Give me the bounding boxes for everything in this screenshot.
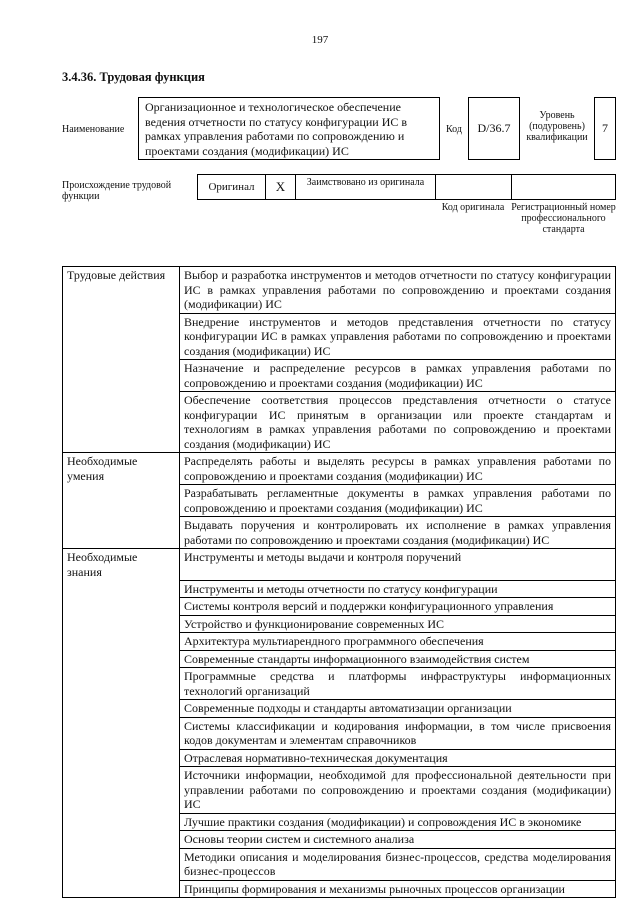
required-knowledge-item: Инструменты и методы выдачи и контроля поручений — [180, 549, 616, 581]
required-skills-item: Выдавать поручения и контролировать их исполнение в рамках управления работами по сопровождению и проектами создания (модификации) ИС — [180, 517, 616, 549]
required-skills-category — [63, 517, 180, 549]
labor-actions-category — [63, 392, 180, 453]
original-cell: Оригинал — [197, 174, 265, 200]
original-mark-cell: X — [265, 174, 295, 200]
table-row — [63, 668, 616, 700]
required-knowledge-item: Основы теории систем и системного анализа — [180, 831, 616, 849]
reg-number-label: Регистрационный номер профессионального стандарта — [511, 202, 616, 235]
table-row — [63, 717, 616, 749]
required-knowledge-item: Источники информации, необходимой для профессиональной деятельности при управлении работами по сопровождению и проектами создания (модификации) ИС — [180, 767, 616, 814]
labor-actions-item: Внедрение инструментов и методов представления отчетности по статусу конфигурации ИС в рамках управления работами по сопровождению и проектами создания (модификации) ИС — [180, 313, 616, 360]
name-label: Наименование — [62, 124, 125, 135]
table-row — [63, 313, 616, 360]
required-knowledge-category — [63, 615, 180, 633]
required-knowledge-item: Программные средства и платформы инфраструктуры информационных технологий организаций — [180, 668, 616, 700]
table-row — [63, 633, 616, 651]
required-skills-category — [63, 485, 180, 517]
required-knowledge-category — [63, 767, 180, 814]
table-row — [63, 880, 616, 898]
table-row — [63, 392, 616, 453]
code-original-cell — [435, 174, 511, 200]
required-knowledge-category — [63, 848, 180, 880]
required-knowledge-category — [63, 668, 180, 700]
level-box: 7 — [594, 97, 616, 160]
code-original-label: Код оригинала — [441, 202, 505, 213]
function-name-box: Организационное и технологическое обеспечение ведения отчетности по статусу конфигурации ИС в рамках управления работами по сопровождению и проектами создания (модификации) ИС — [138, 97, 440, 160]
required-knowledge-category — [63, 650, 180, 668]
borrowed-cell: Заимствовано из оригинала — [295, 174, 435, 200]
page-number: 197 — [311, 34, 329, 46]
required-knowledge-category — [63, 749, 180, 767]
table-row — [63, 831, 616, 849]
table-row — [63, 453, 616, 485]
origin-label: Происхождение трудовой функции — [62, 180, 172, 202]
labor-actions-item: Назначение и распределение ресурсов в рамках управления работами по сопровождению и проектами создания (модификации) ИС — [180, 360, 616, 392]
required-knowledge-item: Методики описания и моделирования бизнес-процессов, средства моделирования бизнес-процессов — [180, 848, 616, 880]
table-row — [63, 360, 616, 392]
table-row — [63, 650, 616, 668]
required-knowledge-item: Отраслевая нормативно-техническая документация — [180, 749, 616, 767]
required-knowledge-category — [63, 717, 180, 749]
required-knowledge-item: Устройство и функционирование современных ИС — [180, 615, 616, 633]
labor-actions-category — [63, 313, 180, 360]
table-row — [63, 615, 616, 633]
required-knowledge-category — [63, 580, 180, 598]
table-row — [63, 598, 616, 616]
table-row — [63, 517, 616, 549]
labor-actions-category: Трудовые действия — [63, 267, 180, 314]
labor-actions-category — [63, 360, 180, 392]
section-title: 3.4.36. Трудовая функция — [62, 70, 205, 84]
table-row — [63, 485, 616, 517]
required-knowledge-category — [63, 880, 180, 898]
function-details-table — [62, 266, 616, 898]
required-knowledge-item: Современные подходы и стандарты автоматизации организации — [180, 700, 616, 718]
function-code-box: D/36.7 — [468, 97, 520, 160]
reg-number-cell — [511, 174, 616, 200]
table-row — [63, 549, 616, 581]
code-label: Код — [446, 124, 462, 135]
table-row — [63, 580, 616, 598]
required-knowledge-category — [63, 831, 180, 849]
labor-actions-item: Выбор и разработка инструментов и методов отчетности по статусу конфигурации ИС в рамках управления работами по сопровождению и проектами создания (модификации) ИС — [180, 267, 616, 314]
required-knowledge-category — [63, 633, 180, 651]
required-knowledge-item: Архитектура мультиарендного программного обеспечения — [180, 633, 616, 651]
required-knowledge-item: Системы классификации и кодирования информации, в том числе присвоения кодов документам и элементам справочников — [180, 717, 616, 749]
table-row — [63, 848, 616, 880]
required-knowledge-item: Современные стандарты информационного взаимодействия систем — [180, 650, 616, 668]
table-row — [63, 767, 616, 814]
required-knowledge-item: Инструменты и методы отчетности по статусу конфигурации — [180, 580, 616, 598]
required-knowledge-category — [63, 598, 180, 616]
required-knowledge-item: Лучшие практики создания (модификации) и сопровождения ИС в экономике — [180, 813, 616, 831]
level-label: Уровень (подуровень) квалификации — [526, 110, 588, 143]
labor-actions-item: Обеспечение соответствия процессов представления отчетности о статусе конфигурации ИС принятым в организации или проекте стандартам и технологиям в рамках управления работами по сопровождению и проектами создания (модификации) ИС — [180, 392, 616, 453]
required-knowledge-item: Принципы формирования и механизмы рыночных процессов организации — [180, 880, 616, 898]
required-knowledge-category — [63, 813, 180, 831]
required-skills-item: Распределять работы и выделять ресурсы в рамках управления работами по сопровождению и проектами создания (модификации) ИС — [180, 453, 616, 485]
required-knowledge-category: Необходимые знания — [63, 549, 180, 581]
required-skills-category: Необходимые умения — [63, 453, 180, 485]
required-skills-item: Разрабатывать регламентные документы в рамках управления работами по сопровождению и проектами создания (модификации) ИС — [180, 485, 616, 517]
table-row — [63, 749, 616, 767]
required-knowledge-category — [63, 700, 180, 718]
required-knowledge-item: Системы контроля версий и поддержки конфигурационного управления — [180, 598, 616, 616]
table-row — [63, 267, 616, 314]
table-row — [63, 700, 616, 718]
table-row — [63, 813, 616, 831]
